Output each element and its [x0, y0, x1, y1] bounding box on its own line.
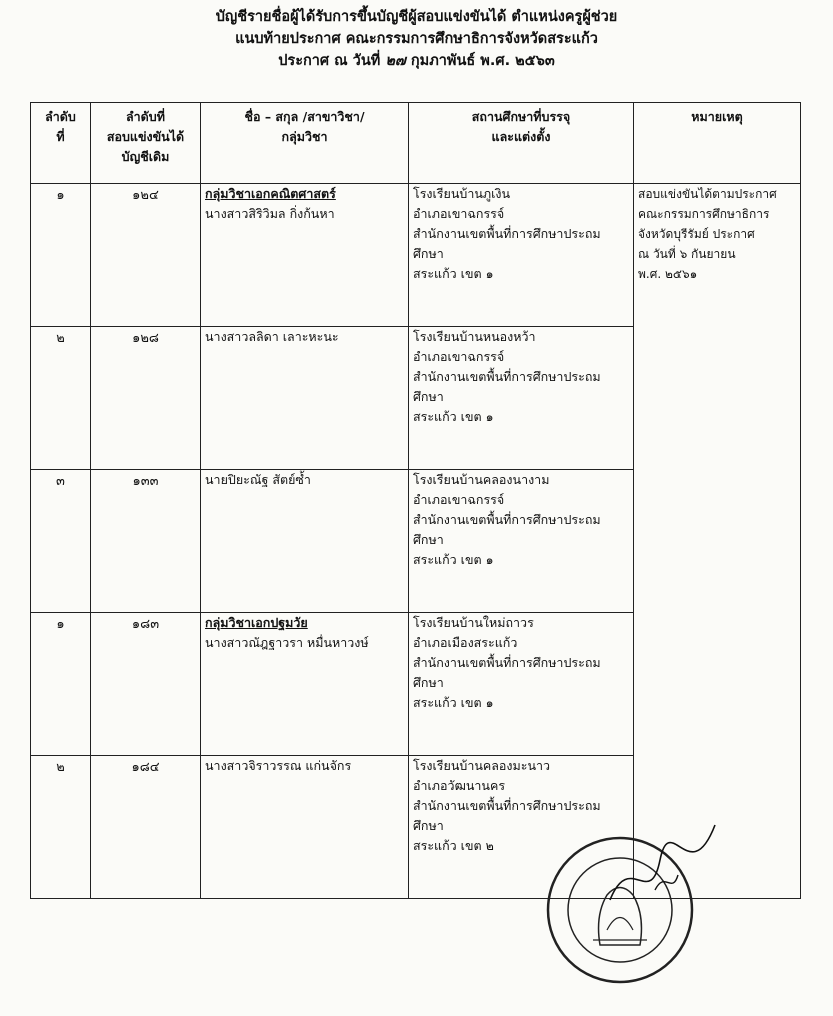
school-district: อำเภอเขาฉกรรจ์	[413, 492, 505, 507]
school-name: โรงเรียนบ้านหนองหว้า	[413, 329, 536, 344]
row-original-rank: ๑๒๔	[91, 184, 201, 327]
signature-stroke	[610, 825, 715, 900]
header-line-2: แนบท้ายประกาศ คณะกรรมการศึกษาธิการจังหวัดสระแก้ว	[235, 31, 598, 47]
school-district: อำเภอเขาฉกรรจ์	[413, 349, 505, 364]
school-office: สำนักงานเขตพื้นที่การศึกษาประถมศึกษา	[413, 512, 601, 547]
row-school-cell	[409, 184, 634, 327]
row-school-cell	[409, 327, 634, 470]
school-area: สระแก้ว เขต ๑	[413, 552, 494, 567]
school-name: โรงเรียนบ้านคลองนางาม	[413, 472, 550, 487]
candidate-name: นางสาวณัฎฐาวรา หมื่นหาวงษ์	[205, 635, 369, 650]
candidate-name: นายปิยะณัฐ สัตย์ซ้ำ	[205, 472, 311, 487]
row-name-cell	[201, 613, 409, 756]
header-rank-line-2: สอบแข่งขันได้	[106, 129, 185, 144]
signature-scribble	[600, 820, 720, 920]
header-school-line-2: และแต่งตั้ง	[491, 129, 551, 144]
header-name-line-1: ชื่อ – สกุล /สาขาวิชา/	[244, 109, 365, 124]
subject-group-label: กลุ่มวิชาเอกปฐมวัย	[205, 615, 308, 630]
header-rank-line-1: ลำดับที่	[126, 109, 165, 124]
row-original-rank: ๑๓๓	[91, 470, 201, 613]
row-order: ๑	[31, 613, 91, 756]
header-date-prefix: ประกาศ ณ วันที่	[278, 53, 381, 69]
row-school-cell	[409, 613, 634, 756]
school-area: สระแก้ว เขต ๑	[413, 266, 494, 281]
header-remark-line-1: หมายเหตุ	[691, 109, 743, 124]
header-rank-line-3: บัญชีเดิม	[121, 149, 170, 164]
row-original-rank: ๑๒๘	[91, 327, 201, 470]
header-name	[201, 103, 409, 184]
row-order: ๑	[31, 184, 91, 327]
row-name-cell	[201, 470, 409, 613]
remark-cell	[634, 184, 801, 899]
header-line-3	[0, 50, 833, 72]
row-name-cell	[201, 756, 409, 899]
header-order-line-2: ที่	[56, 129, 65, 144]
remark-line-3: จังหวัดบุรีรัมย์ ประกาศ	[638, 227, 755, 241]
school-name: โรงเรียนบ้านใหม่ถาวร	[413, 615, 534, 630]
signature-stroke-2	[655, 875, 678, 890]
row-name-cell	[201, 184, 409, 327]
row-order: ๓	[31, 470, 91, 613]
header-name-line-2: กลุ่มวิชา	[281, 129, 328, 144]
school-district: อำเภอวัฒนานคร	[413, 778, 506, 793]
table-header-row	[31, 103, 801, 184]
candidate-name: นางสาวสิริวิมล กิ่งก้นหา	[205, 206, 335, 221]
candidate-name: นางสาวลลิดา เลาะหะนะ	[205, 329, 339, 344]
handwritten-day: ๒๗	[385, 52, 406, 69]
header-school-line-1: สถานศึกษาที่บรรจุ	[471, 109, 571, 124]
school-office: สำนักงานเขตพื้นที่การศึกษาประถมศึกษา	[413, 655, 601, 690]
subject-group-label: กลุ่มวิชาเอกคณิตศาสตร์	[205, 186, 336, 201]
school-area: สระแก้ว เขต ๒	[413, 838, 494, 853]
school-office: สำนักงานเขตพื้นที่การศึกษาประถมศึกษา	[413, 798, 601, 833]
remark-line-1: สอบแข่งขันได้ตามประกาศ	[638, 187, 777, 201]
school-area: สระแก้ว เขต ๑	[413, 695, 494, 710]
school-area: สระแก้ว เขต ๑	[413, 409, 494, 424]
remark-line-5: พ.ศ. ๒๕๖๑	[638, 267, 698, 281]
row-order: ๒	[31, 327, 91, 470]
candidate-name: นางสาวจิราวรรณ แก่นจักร	[205, 758, 352, 773]
header-original-rank	[91, 103, 201, 184]
table-row	[31, 184, 801, 327]
row-school-cell	[409, 470, 634, 613]
row-order: ๒	[31, 756, 91, 899]
header-line-1: บัญชีรายชื่อผู้ได้รับการขึ้นบัญชีผู้สอบแข่งขันได้ ตำแหน่งครูผู้ช่วย	[215, 9, 618, 25]
header-order-line-1: ลำดับ	[45, 109, 76, 124]
row-name-cell	[201, 327, 409, 470]
school-district: อำเภอเขาฉกรรจ์	[413, 206, 505, 221]
header-date-suffix: กุมภาพันธ์ พ.ศ. ๒๕๖๓	[410, 53, 555, 69]
document-header	[0, 6, 833, 72]
remark-line-2: คณะกรรมการศึกษาธิการ	[638, 207, 770, 221]
appointment-table	[30, 102, 801, 899]
row-original-rank: ๑๘๓	[91, 613, 201, 756]
header-school	[409, 103, 634, 184]
header-remark	[634, 103, 801, 184]
remark-line-4: ณ วันที่ ๖ กันยายน	[638, 247, 736, 261]
header-order	[31, 103, 91, 184]
school-name: โรงเรียนบ้านคลองมะนาว	[413, 758, 551, 773]
school-name: โรงเรียนบ้านภูเงิน	[413, 186, 511, 201]
row-original-rank: ๑๘๔	[91, 756, 201, 899]
school-district: อำเภอเมืองสระแก้ว	[413, 635, 518, 650]
school-office: สำนักงานเขตพื้นที่การศึกษาประถมศึกษา	[413, 369, 601, 404]
school-office: สำนักงานเขตพื้นที่การศึกษาประถมศึกษา	[413, 226, 601, 261]
